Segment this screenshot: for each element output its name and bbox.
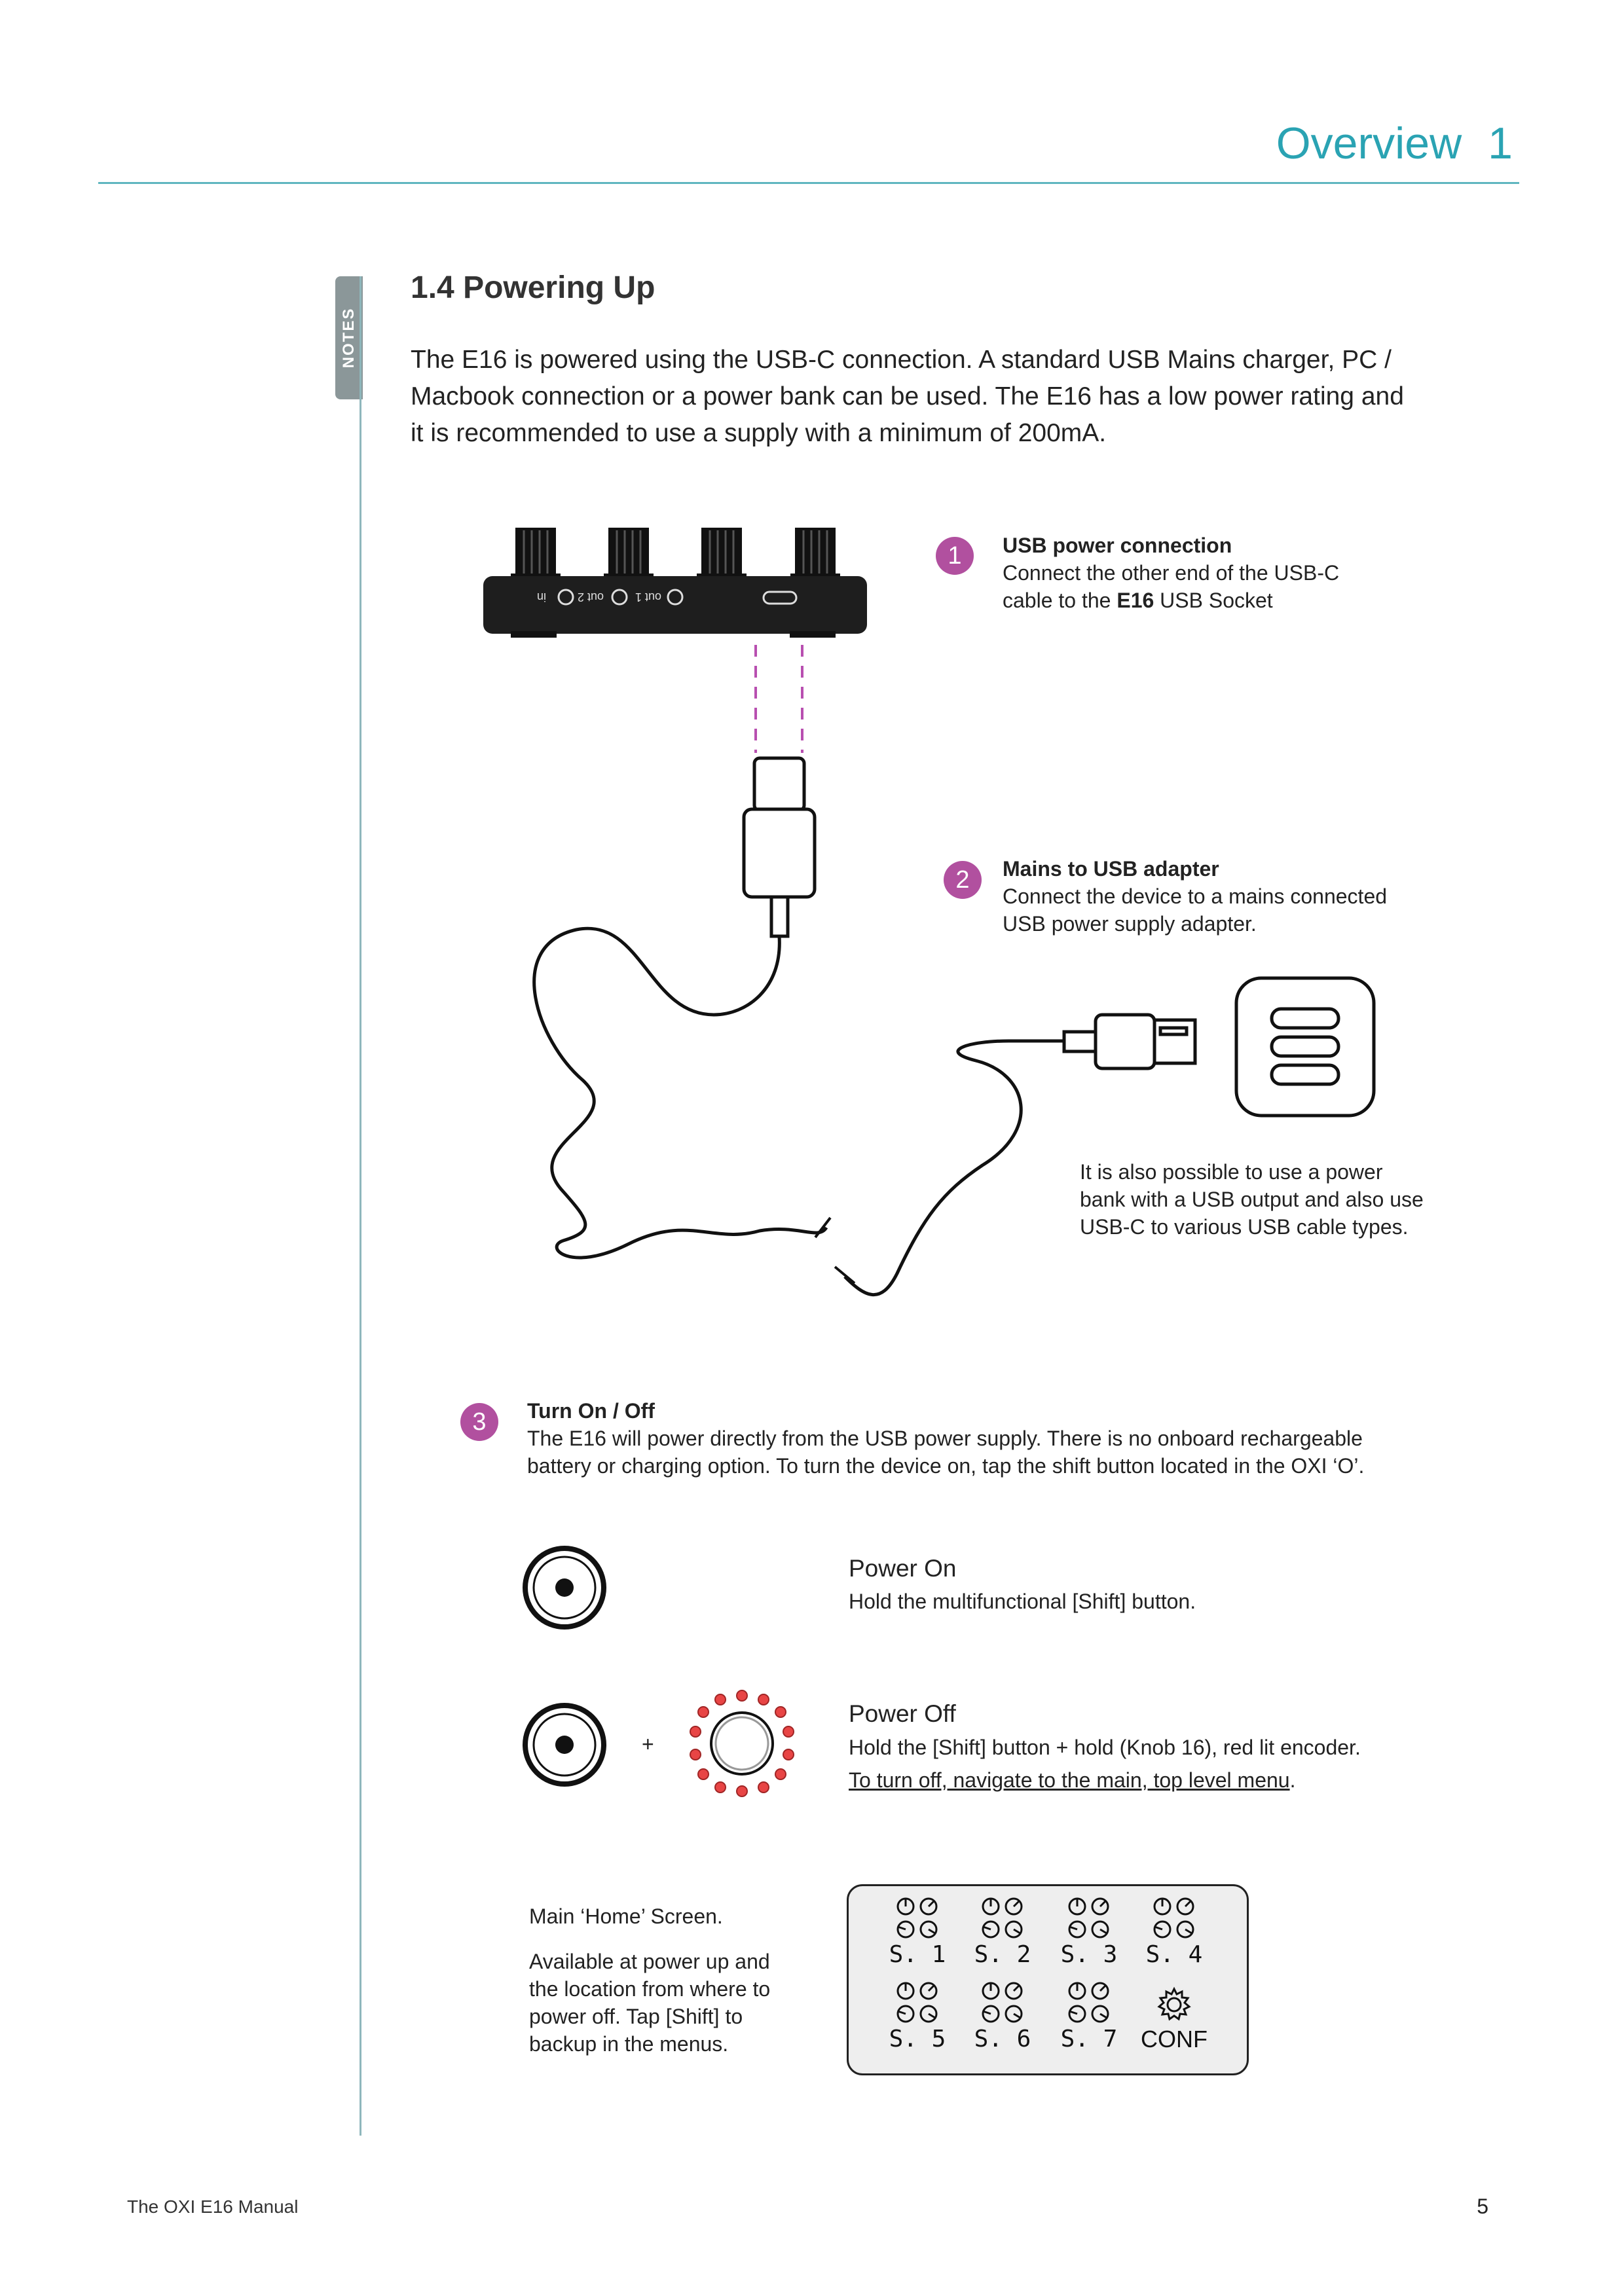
footer-manual-title: The OXI E16 Manual xyxy=(127,2196,299,2217)
slot-label: S. 2 xyxy=(974,1941,1031,1968)
step-1-line: Connect the other end of the USB-C xyxy=(1003,561,1340,585)
step-3-line: battery or charging option. To turn the device on, tap the shift button located in the OXI ‘O’. xyxy=(527,1454,1365,1478)
step-1-heading: USB power connection xyxy=(1003,534,1232,557)
step-3-line: The E16 will power directly from the USB power supply. There is no onboard rechargeable xyxy=(527,1427,1363,1450)
slot-label: S. 5 xyxy=(889,2026,946,2052)
slot-label: CONF xyxy=(1141,2026,1208,2052)
knob-group-icon xyxy=(980,1981,1025,2026)
slot-label: S. 4 xyxy=(1145,1941,1203,1968)
step-1-badge: 1 xyxy=(936,537,974,575)
plus-sign: + xyxy=(642,1732,654,1756)
shift-button-icon xyxy=(525,1705,604,1784)
slot-label: S. 3 xyxy=(1060,1941,1118,1968)
knob-group-icon xyxy=(895,1981,940,2026)
step-2-heading: Mains to USB adapter xyxy=(1003,857,1219,881)
step-3-heading: Turn On / Off xyxy=(527,1399,655,1423)
jack-label-out-1: out 1 xyxy=(635,591,661,604)
chapter-number: 1 xyxy=(1488,118,1513,168)
device-name: E16 xyxy=(1116,589,1154,612)
slot-s5 xyxy=(881,1981,953,2052)
home-screen-title: Main ‘Home’ Screen. xyxy=(529,1904,723,1928)
slot-s2 xyxy=(967,1897,1039,1968)
intro-line: The E16 is powered using the USB-C connection. A standard USB Mains charger, PC / xyxy=(411,346,1392,374)
home-screen-display xyxy=(847,1884,1249,2075)
step-2-badge: 2 xyxy=(944,861,982,899)
intro-line: it is recommended to use a supply with a minimum of 200mA. xyxy=(411,419,1107,447)
slot-s1 xyxy=(881,1897,953,1968)
encoder-knob-16-icon xyxy=(690,1690,794,1796)
power-off-title: Power Off xyxy=(849,1700,956,1727)
power-bank-note: It is also possible to use a power bank with a USB output and also use USB-C to various USB cable types. xyxy=(1080,1160,1424,1239)
section-title: 1.4 Powering Up xyxy=(411,270,655,305)
slot-label: S. 6 xyxy=(974,2026,1031,2052)
slot-s6 xyxy=(967,1981,1039,2052)
step-1-line: cable to the E16 USB Socket xyxy=(1003,589,1273,612)
intro-line: Macbook connection or a power bank can be used. The E16 has a low power rating and xyxy=(411,382,1404,410)
knob-group-icon xyxy=(980,1897,1025,1941)
power-on-title: Power On xyxy=(849,1555,957,1582)
page-number: 5 xyxy=(1477,2195,1488,2218)
step-2-line: USB power supply adapter. xyxy=(1003,912,1257,936)
home-screen-description: Available at power up and the location from where to power off. Tap [Shift] to backup in the menus. xyxy=(529,1950,771,2056)
knob-group-icon xyxy=(1066,1897,1112,1941)
slot-label: S. 1 xyxy=(889,1941,946,1968)
step-2-line: Connect the device to a mains connected xyxy=(1003,884,1388,908)
slot-s7 xyxy=(1053,1981,1125,2052)
slot-s4 xyxy=(1138,1897,1210,1968)
shift-button-icon xyxy=(525,1548,604,1627)
slot-s3 xyxy=(1053,1897,1125,1968)
knob-group-icon xyxy=(895,1897,940,1941)
jack-label-out-2: out 2 xyxy=(577,591,604,604)
power-off-text: Hold the [Shift] button + hold (Knob 16), red lit encoder. xyxy=(849,1736,1361,1759)
power-off-note: To turn off, navigate to the main, top level menu. xyxy=(849,1768,1296,1792)
slot-label: S. 7 xyxy=(1060,2026,1118,2052)
knob-group-icon xyxy=(1066,1981,1112,2026)
slot-conf xyxy=(1138,1981,1210,2053)
gear-icon xyxy=(1151,1981,1197,2026)
knob-group-icon xyxy=(1151,1897,1197,1941)
chapter-title: Overview xyxy=(1276,118,1462,168)
notes-tab-label: NOTES xyxy=(340,307,358,369)
power-on-text: Hold the multifunctional [Shift] button. xyxy=(849,1590,1196,1613)
step-3-badge: 3 xyxy=(460,1403,498,1441)
jack-label-in: in xyxy=(536,591,546,604)
